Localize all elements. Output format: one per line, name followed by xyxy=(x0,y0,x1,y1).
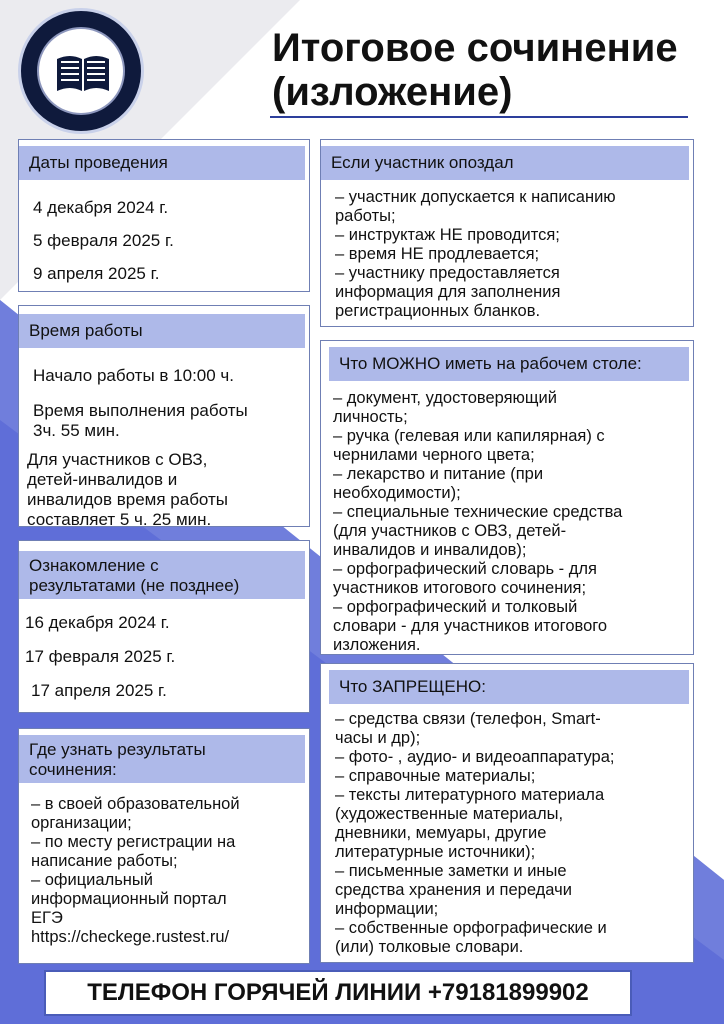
result-date: 17 февраля 2025 г. xyxy=(25,647,176,666)
organization-logo xyxy=(18,8,144,134)
work-duration: Время выполнения работы 3ч. 55 мин. xyxy=(33,401,248,440)
work-time-heading: Время работы xyxy=(19,314,305,348)
results-heading: Ознакомление с результатами (не позднее) xyxy=(19,551,305,599)
work-start: Начало работы в 10:00 ч. xyxy=(33,366,235,385)
title-divider xyxy=(270,116,688,118)
forbidden-list: – средства связи (телефон, Smart- часы и др); – фото- , аудио- и видеоаппаратура; – справочные материалы; – тексты литературного материала (художественные материалы, дневники, мемуары, другие литературные источники); – письменные заметки и иные средства хранения и передачи информации; – собственные орфографические и (или) толковые словари. xyxy=(335,710,615,956)
late-heading: Если участник опоздал xyxy=(321,146,689,180)
date-item: 9 апреля 2025 г. xyxy=(33,264,160,283)
hotline-banner: ТЕЛЕФОН ГОРЯЧЕЙ ЛИНИИ +79181899902 xyxy=(44,970,632,1016)
forbidden-heading: Что ЗАПРЕЩЕНО: xyxy=(329,670,689,704)
allowed-card xyxy=(320,340,694,655)
where-card xyxy=(18,728,310,964)
results-portal-link[interactable]: https://checkege.rustest.ru/ xyxy=(31,928,230,946)
allowed-heading: Что МОЖНО иметь на рабочем столе: xyxy=(329,347,689,381)
date-item: 4 декабря 2024 г. xyxy=(33,198,169,217)
title-line-1: Итоговое сочинение xyxy=(272,26,678,70)
forbidden-card xyxy=(320,663,694,963)
dates-heading: Даты проведения xyxy=(19,146,305,180)
where-list: – в своей образовательной организации; – по месту регистрации на написание работы; – официальный информационный портал ЕГЭ https://checkege.rustest.ru/ xyxy=(31,795,240,946)
allowed-list: – документ, удостоверяющий личность; – ручка (гелевая или капилярная) с чернилами черного цвета; – лекарство и питание (при необходимости); – специальные технические средства (для участников с ОВЗ, детей- инвалидов и инвалидов); – орфографический словарь - для участников итогового сочинения; – орфографический и толковый словари - для участников итогового изложения. xyxy=(333,389,623,654)
results-card xyxy=(18,540,310,713)
special-duration: Для участников с ОВЗ, детей-инвалидов и инвалидов время работы составляет 5 ч. 25 мин. xyxy=(27,450,229,529)
late-list: – участник допускается к написанию работы; – инструктаж НЕ проводится; – время НЕ продлевается; – участнику предоставляется информация для заполнения регистрационных бланков. xyxy=(335,188,616,320)
dates-card xyxy=(18,139,310,292)
work-time-card xyxy=(18,305,310,527)
page-title xyxy=(272,26,702,114)
late-card xyxy=(320,139,694,327)
open-book-icon xyxy=(37,27,125,115)
where-heading: Где узнать результаты сочинения: xyxy=(19,735,305,783)
result-date: 16 декабря 2024 г. xyxy=(25,613,170,632)
date-item: 5 февраля 2025 г. xyxy=(33,231,174,250)
result-date: 17 апреля 2025 г. xyxy=(31,681,167,700)
title-line-2: (изложение) xyxy=(272,70,513,114)
